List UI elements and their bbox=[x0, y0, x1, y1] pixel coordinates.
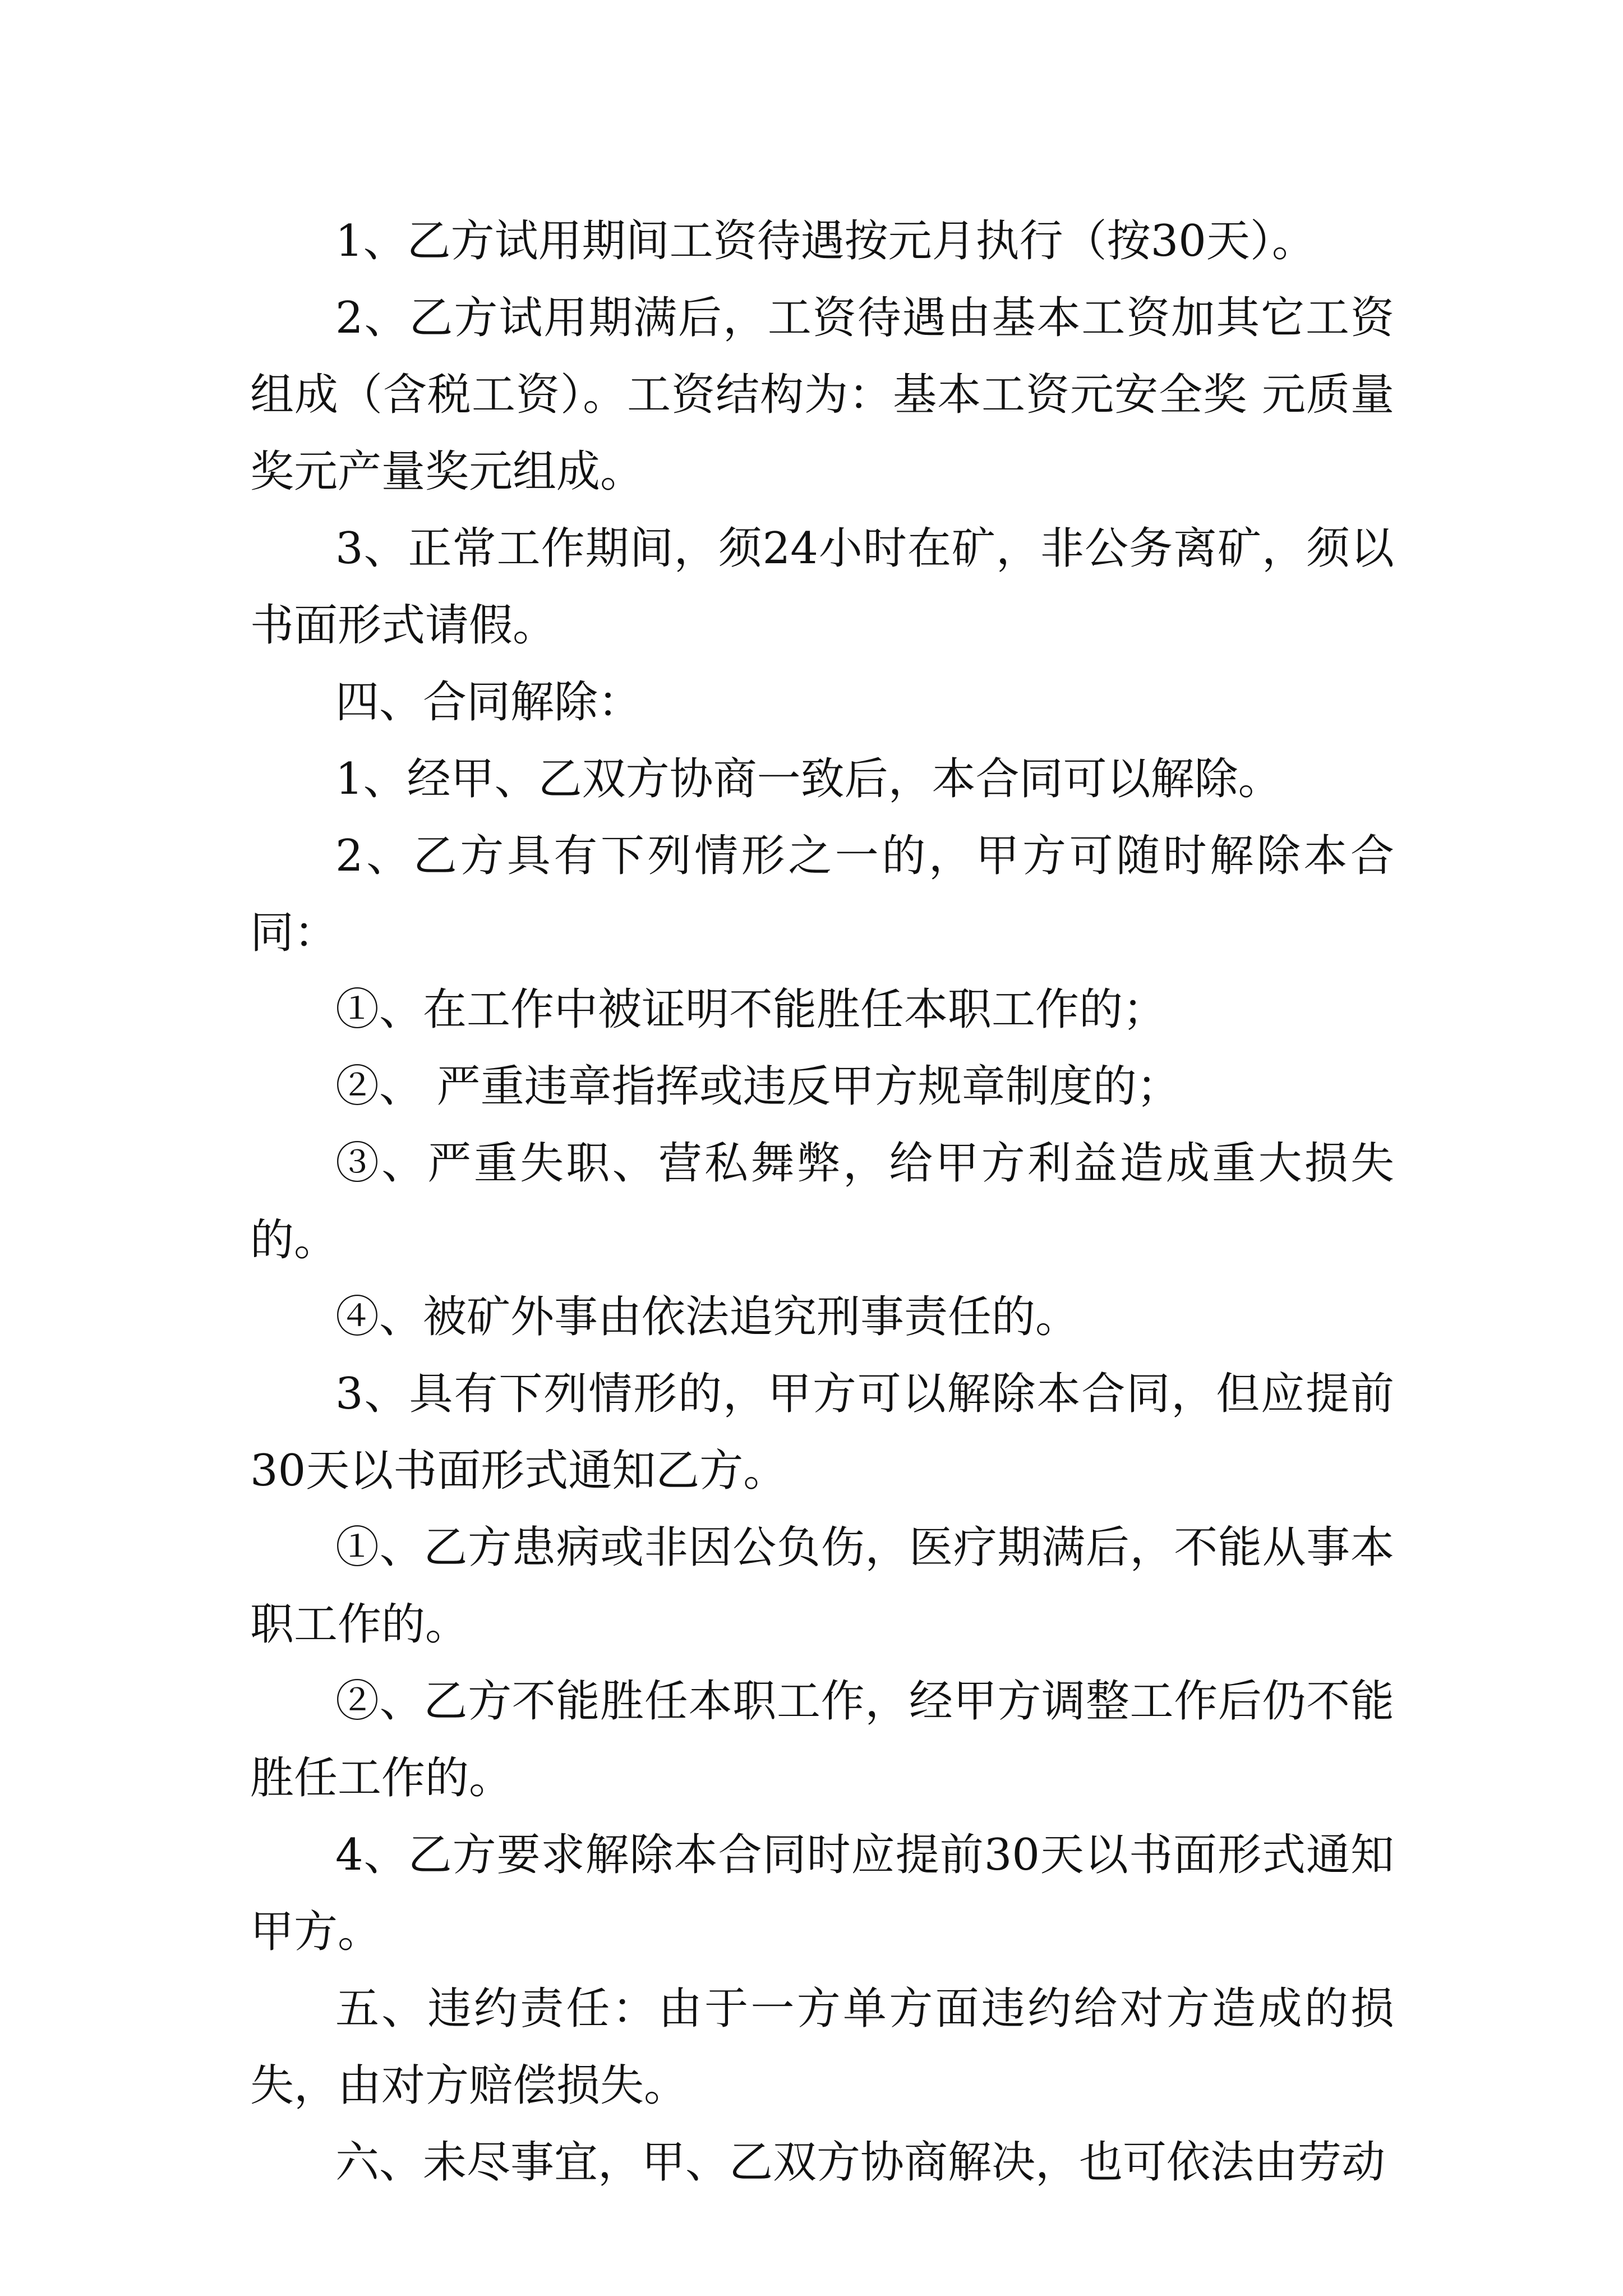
section-heading-contract-termination: 四、合同解除： bbox=[335, 677, 642, 728]
paragraph-immediate-termination: 2、乙方具有下列情形之一的，甲方可随时解除本合同： bbox=[250, 831, 1394, 958]
paragraph-employee-resignation: 4、乙方要求解除本合同时应提前30天以书面形式通知甲方。 bbox=[250, 1830, 1394, 1957]
paragraph-salary-structure: 2、乙方试用期满后，工资待遇由基本工资加其它工资组成（含税工资）。工资结构为：基本工资元安全奖 元质量奖元产量奖元组成。 bbox=[250, 293, 1394, 497]
list-item-illness: ①、乙方患病或非因公负伤，医疗期满后，不能从事本职工作的。 bbox=[250, 1522, 1394, 1650]
paragraph-mutual-termination: 1、经甲、乙双方协商一致后，本合同可以解除。 bbox=[335, 754, 1282, 804]
paragraph-work-attendance: 3、正常工作期间，须24小时在矿，非公务离矿，须以书面形式请假。 bbox=[250, 523, 1394, 651]
list-item-incompetence: ①、在工作中被证明不能胜任本职工作的； bbox=[335, 984, 1167, 1035]
list-item-unfit-after-adjustment: ②、乙方不能胜任本职工作，经甲方调整工作后仍不能胜任工作的。 bbox=[250, 1676, 1394, 1803]
section-breach-liability: 五、违约责任：由于一方单方面违约给对方造成的损失，由对方赔偿损失。 bbox=[250, 1984, 1394, 2111]
section-unresolved-matters: 六、未尽事宜，甲、乙双方协商解决，也可依法由劳动 bbox=[335, 2137, 1386, 2188]
list-item-dereliction: ③、严重失职、营私舞弊，给甲方利益造成重大损失的。 bbox=[250, 1138, 1394, 1266]
list-item-criminal-liability: ④、被矿外事由依法追究刑事责任的。 bbox=[335, 1292, 1080, 1342]
document-body bbox=[250, 203, 1394, 2201]
paragraph-probation-salary: 1、乙方试用期间工资待遇按元月执行（按30天）。 bbox=[335, 216, 1316, 266]
list-item-rule-violation: ②、 严重违章指挥或违反甲方规章制度的； bbox=[335, 1061, 1181, 1112]
paragraph-notice-termination: 3、具有下列情形的，甲方可以解除本合同，但应提前30天以书面形式通知乙方。 bbox=[250, 1369, 1394, 1496]
